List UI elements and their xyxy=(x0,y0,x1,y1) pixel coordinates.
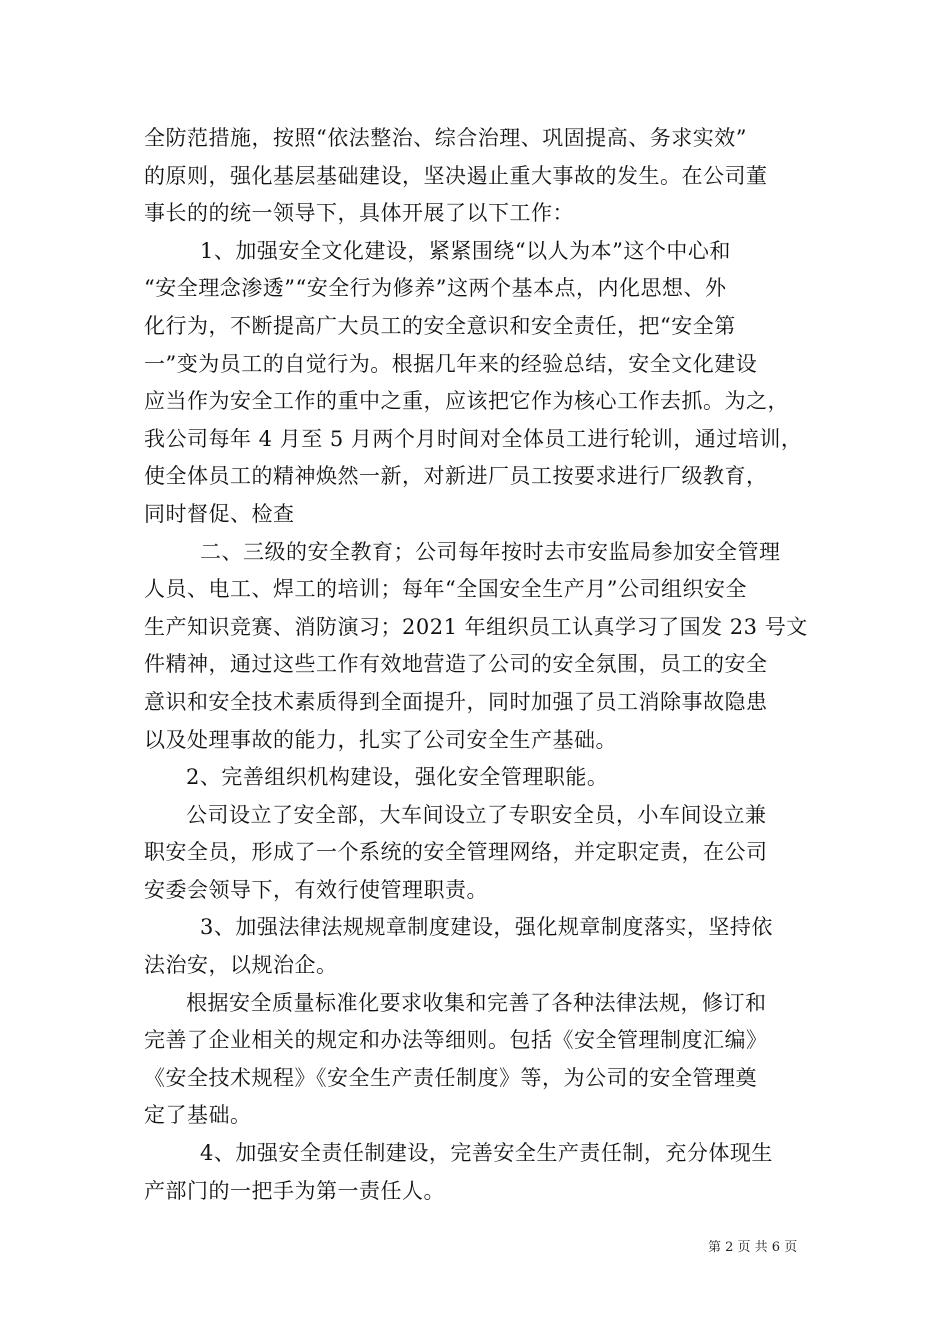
text-line: 以及处理事故的能力，扎实了公司安全生产基础。 xyxy=(144,727,617,752)
text-line: 人员、电工、焊工的培训；每年“全国安全生产月”公司组织安全 xyxy=(144,577,747,602)
text-line: 《安全技术规程》《安全生产责任制度》等，为公司的安全管理奠 xyxy=(144,1065,757,1090)
text-line: 3、加强法律法规规章制度建设，强化规章制度落实，坚持依 xyxy=(200,915,773,940)
text-line: 职安全员，形成了一个系统的安全管理网络，并定职定责，在公司 xyxy=(144,840,768,865)
text-line: 一”变为员工的自觉行为。根据几年来的经验总结，安全文化建设 xyxy=(144,351,758,376)
text-line: 安委会领导下，有效行使管理职责。 xyxy=(144,877,488,902)
text-line: 生产知识竞赛、消防演习；2021 年组织员工认真学习了国发 23 号文 xyxy=(144,614,808,639)
document-body xyxy=(144,120,816,1210)
text-line: 同时督促、检查 xyxy=(144,501,295,526)
text-line: “安全理念渗透”“安全行为修养”这两个基本点，内化思想、外 xyxy=(144,276,727,301)
text-line: 产部门的一把手为第一责任人。 xyxy=(144,1178,445,1203)
text-line: 2、完善组织机构建设，强化安全管理职能。 xyxy=(186,765,609,790)
text-line: 全防范措施，按照“依法整治、综合治理、巩固提高、务求实效” xyxy=(144,126,747,150)
text-line: 的原则，强化基层基础建设，坚决遏止重大事故的发生。在公司董 xyxy=(144,163,768,188)
text-line: 4、加强安全责任制建设，完善安全生产责任制，充分体现生 xyxy=(200,1141,773,1166)
text-line: 二、三级的安全教育；公司每年按时去市安监局参加安全管理 xyxy=(200,539,781,564)
text-line: 意识和安全技术素质得到全面提升，同时加强了员工消除事故隐患 xyxy=(144,689,768,714)
text-line: 应当作为安全工作的重中之重，应该把它作为核心工作去抓。为之， xyxy=(144,389,789,414)
text-line: 事长的的统一领导下，具体开展了以下工作： xyxy=(144,201,574,226)
text-line: 件精神，通过这些工作有效地营造了公司的安全氛围，员工的安全 xyxy=(144,652,768,677)
text-line: 化行为，不断提高广大员工的安全意识和安全责任，把“安全第 xyxy=(144,313,736,338)
text-line: 1、加强安全文化建设，紧紧围绕“以人为本”这个中心和 xyxy=(200,238,731,263)
text-line: 完善了企业相关的规定和办法等细则。包括《安全管理制度汇编》 xyxy=(144,1028,768,1053)
text-line: 使全体员工的精神焕然一新，对新进厂员工按要求进行厂级教育， xyxy=(144,464,768,489)
text-line: 定了基础。 xyxy=(144,1103,252,1128)
text-line: 我公司每年 4 月至 5 月两个月时间对全体员工进行轮训，通过培训， xyxy=(144,426,803,451)
text-line: 公司设立了安全部，大车间设立了专职安全员，小车间设立兼 xyxy=(186,802,767,827)
page-number-footer: 第 2 页 共 6 页 xyxy=(708,1240,798,1255)
text-line: 根据安全质量标准化要求收集和完善了各种法律法规，修订和 xyxy=(186,990,767,1015)
text-line: 法治安，以规治企。 xyxy=(144,953,338,978)
